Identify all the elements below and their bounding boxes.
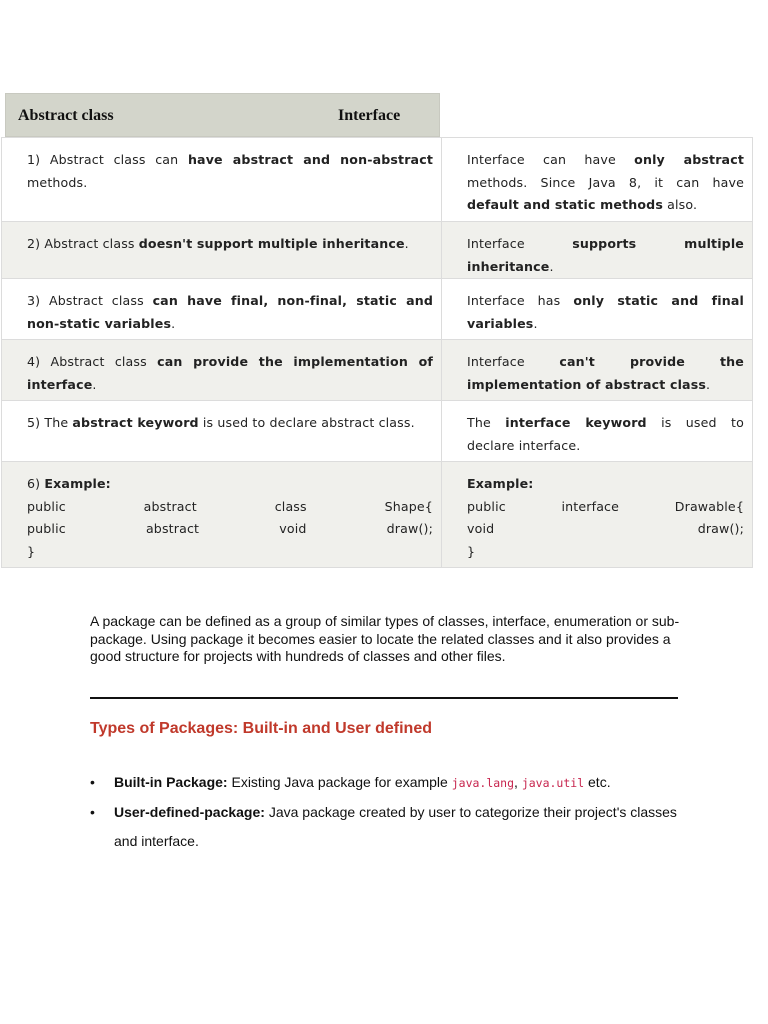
code-text: java.lang bbox=[451, 776, 515, 790]
bold-text: User-defined-package: bbox=[114, 804, 265, 820]
types-heading: Types of Packages: Built-in and User defined bbox=[90, 720, 432, 737]
bold-text: supports multiple inheritance bbox=[467, 236, 744, 274]
list-item-text bbox=[114, 804, 677, 849]
example-title: Example: bbox=[44, 476, 111, 491]
header-abstract-class: Abstract class bbox=[18, 107, 114, 124]
code-token: } bbox=[467, 543, 476, 559]
text-run: etc. bbox=[584, 774, 611, 790]
text-run: 2) Abstract class bbox=[27, 236, 139, 251]
code-token: public bbox=[27, 498, 66, 514]
code-token: class bbox=[274, 498, 307, 514]
text-run: 5) The bbox=[27, 415, 73, 430]
code-token: } bbox=[27, 543, 36, 559]
code-line bbox=[27, 541, 433, 564]
code-token: public bbox=[467, 498, 506, 514]
text-run: methods. bbox=[27, 174, 88, 190]
text-run: . bbox=[533, 315, 538, 331]
text-run: . bbox=[92, 376, 97, 392]
text-run: is used to declare abstract class. bbox=[198, 415, 415, 430]
table-row bbox=[2, 340, 753, 401]
cell-interface-example bbox=[442, 462, 753, 568]
code-token: Drawable{ bbox=[674, 498, 744, 514]
horizontal-rule bbox=[90, 697, 678, 699]
cell-abstract-class bbox=[2, 222, 442, 279]
text-run: . bbox=[706, 376, 711, 392]
list-item bbox=[90, 768, 690, 798]
text-run: , bbox=[514, 774, 522, 790]
code-token: public bbox=[27, 521, 66, 536]
text-run: . bbox=[404, 236, 409, 251]
bold-text: abstract keyword bbox=[72, 415, 199, 430]
text-run: 1) Abstract class can bbox=[27, 152, 188, 167]
table-header bbox=[5, 93, 440, 137]
comparison-table bbox=[1, 137, 753, 568]
cell-interface bbox=[442, 401, 753, 462]
text-run: methods. Since Java 8, it can have bbox=[467, 174, 744, 190]
list-item-text bbox=[114, 774, 611, 790]
code-line bbox=[27, 496, 433, 519]
table-row bbox=[2, 462, 753, 568]
code-token: void bbox=[467, 521, 495, 536]
code-line bbox=[467, 518, 744, 541]
code-line bbox=[467, 496, 744, 519]
bold-text: doesn't support multiple inheritance bbox=[138, 236, 405, 251]
text-run: Interface has bbox=[467, 293, 574, 308]
bullet-marker: • bbox=[90, 774, 95, 790]
cell-abstract-class bbox=[2, 401, 442, 462]
cell-interface bbox=[442, 279, 753, 340]
text-run: Interface can have bbox=[467, 152, 635, 167]
table-row bbox=[2, 279, 753, 340]
code-token: abstract bbox=[143, 498, 197, 514]
list-item bbox=[90, 798, 690, 856]
text-run: Java package created by user to categorize their project's classes and interface. bbox=[114, 804, 677, 849]
code-token: draw(); bbox=[697, 521, 744, 536]
cell-abstract-class bbox=[2, 138, 442, 222]
header-interface: Interface bbox=[338, 107, 401, 124]
text-run: is used to declare interface. bbox=[467, 415, 744, 453]
text-run: Existing Java package for example bbox=[227, 774, 452, 790]
cell-abstract-example bbox=[2, 462, 442, 568]
table-row bbox=[2, 401, 753, 462]
bold-text: only static and final variables bbox=[467, 293, 745, 331]
cell-interface bbox=[442, 138, 753, 222]
cell-interface bbox=[442, 222, 753, 279]
bold-text: default and static methods bbox=[467, 197, 663, 212]
cell-abstract-class bbox=[2, 279, 442, 340]
cell-abstract-class bbox=[2, 340, 442, 401]
package-paragraph: A package can be defined as a group of similar types of classes, interface, enumeration or sub-package. Using package it becomes easier to locate the related classes and it also provides a good structure for projects with hundreds of classes and other files. bbox=[90, 613, 680, 664]
code-token: Shape{ bbox=[384, 498, 433, 514]
code-token: void bbox=[279, 521, 307, 536]
bold-text: only abstract bbox=[634, 152, 744, 167]
bold-text: can't provide the implementation of abstract class bbox=[467, 354, 744, 392]
code-line bbox=[27, 518, 433, 541]
text-run: . bbox=[549, 258, 554, 274]
table-row bbox=[2, 222, 753, 279]
package-types-list bbox=[90, 768, 690, 856]
bold-text: can have final, non-final, static and non-static variables bbox=[27, 293, 433, 331]
code-text: java.util bbox=[521, 776, 585, 790]
code-token: interface bbox=[561, 498, 620, 514]
text-run: Interface bbox=[467, 354, 560, 369]
text-run: 4) Abstract class bbox=[27, 354, 158, 369]
example-prefix: 6) bbox=[27, 476, 45, 491]
table-row bbox=[2, 138, 753, 222]
bullet-marker: • bbox=[90, 804, 95, 820]
code-token: draw(); bbox=[386, 521, 433, 536]
bold-text: Built-in Package: bbox=[114, 774, 228, 790]
text-run: The bbox=[467, 415, 506, 430]
code-line bbox=[467, 541, 744, 564]
text-run: . bbox=[171, 315, 176, 331]
example-title: Example: bbox=[467, 476, 534, 491]
text-run: Interface bbox=[467, 236, 573, 251]
text-run: 3) Abstract class bbox=[27, 293, 153, 308]
cell-interface bbox=[442, 340, 753, 401]
bold-text: can provide the implementation of interface bbox=[27, 354, 434, 392]
text-run: also. bbox=[663, 197, 698, 212]
bold-text: interface keyword bbox=[505, 415, 647, 430]
bold-text: have abstract and non-abstract bbox=[187, 152, 433, 167]
code-token: abstract bbox=[145, 521, 200, 536]
